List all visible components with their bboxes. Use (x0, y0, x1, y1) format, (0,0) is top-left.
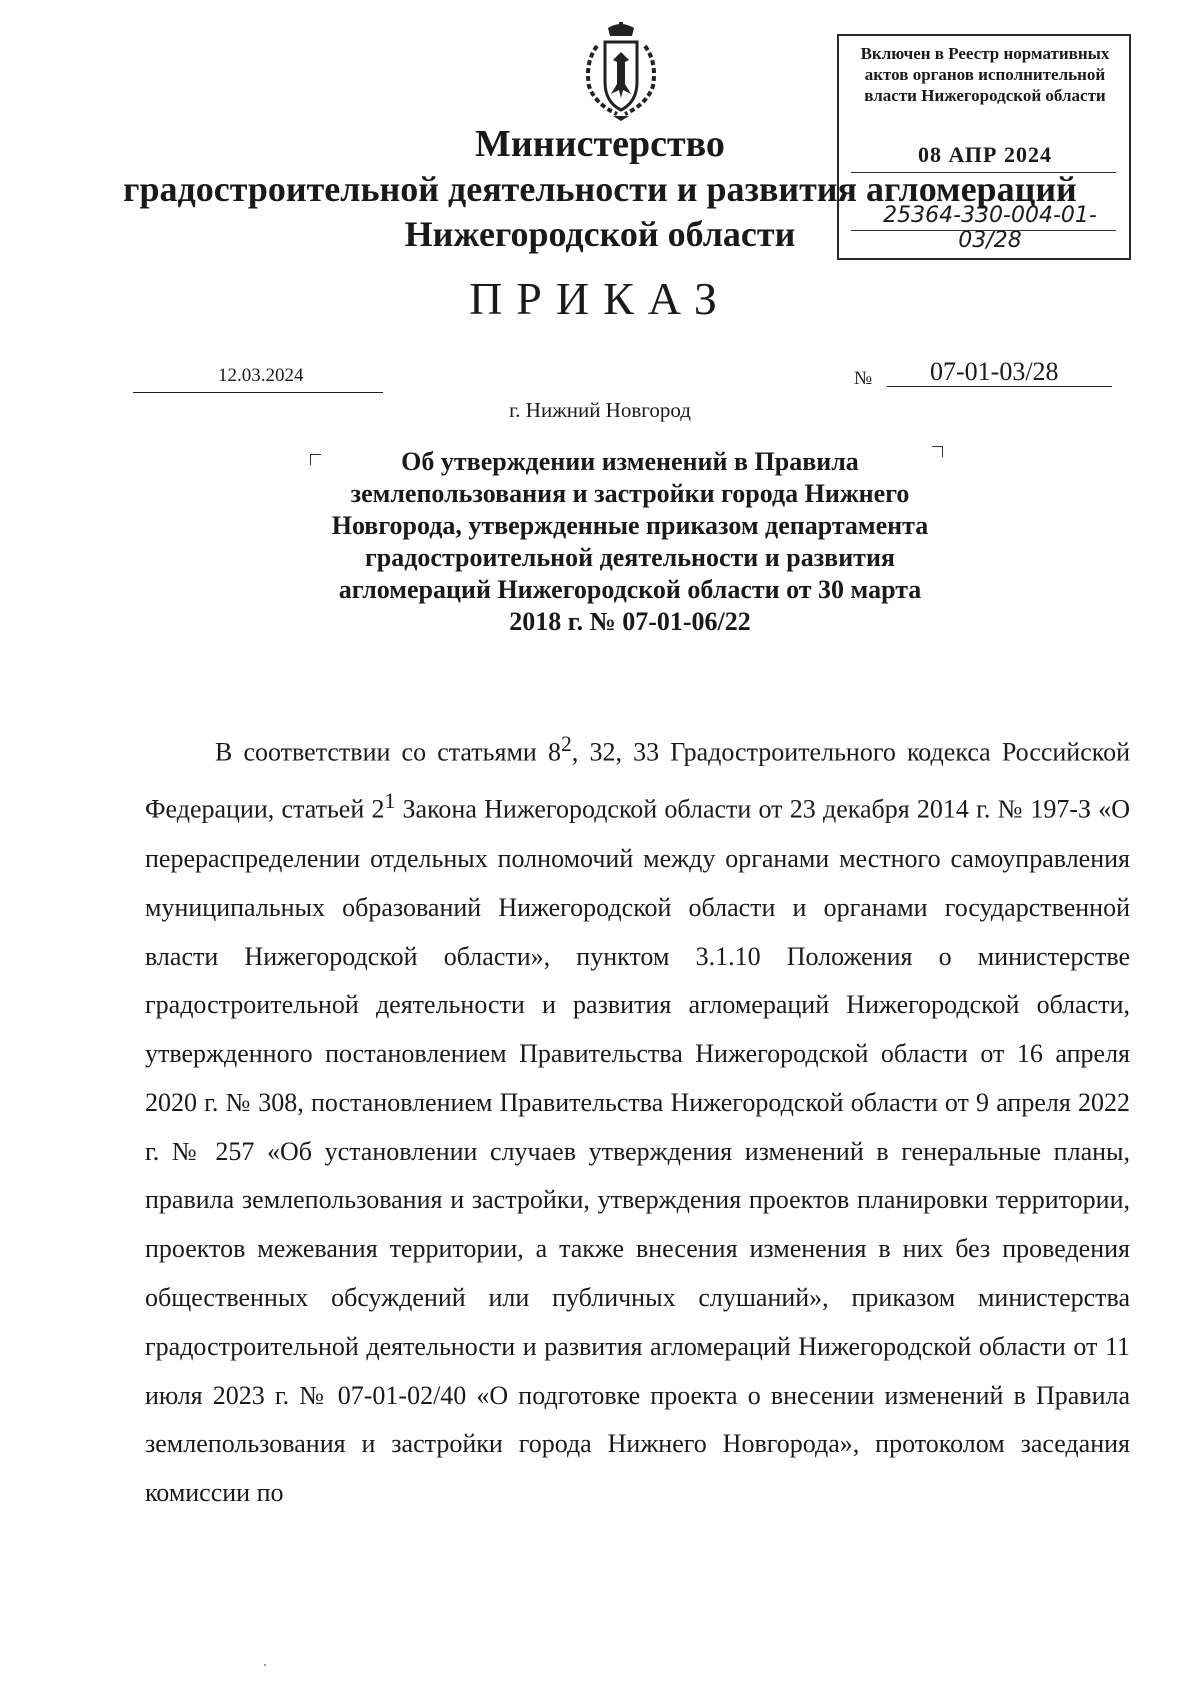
stamp-divider (851, 172, 1116, 173)
body-paragraph (145, 720, 1130, 1518)
number-underline (887, 386, 1112, 387)
stamp-date: 08 АПР 2024 (918, 142, 1052, 167)
superscript: 1 (384, 789, 396, 814)
region-name: Нижегородской области (404, 214, 796, 254)
document-number: 07-01-03/28 (930, 357, 1059, 386)
stamp-registration-number: 25364-330-004-01-03/28 (883, 203, 1097, 253)
ministry-title: Министерство (475, 123, 725, 165)
subject-bracket-right (932, 446, 943, 457)
stamp-text: Включен в Реестр нормативных актов органов исполнительной власти Нижегородской области (860, 44, 1110, 105)
superscript: 2 (561, 732, 572, 756)
body-text-part: , 32, 33 Градостроительного кодекса Российской Федерации, статьей 2 (145, 737, 1130, 825)
ministry-name: градостроительной деятельности и развития агломераций (123, 169, 1077, 209)
body-text-part: Закона Нижегородской области от 23 декабря 2014 г. № 197-З «О перераспределении отдельных полномочий между органами местного самоуправления муниципальных образований Нижегородской области и органами государственной власти Нижегородской области», пунктом 3.1.10 Положения о министерстве градостроительной деятельности и развития агломераций Нижегородской области, утвержденного постановлением Правительства Нижегородской области от 16 апреля 2020 г. № 308, постановлением Правительства Нижегородской области от 9 апреля 2022 г. № 257 «Об установлении случаев утверждения изменений в генеральные планы, правила землепользования и застройки, утверждения проектов планировки территории, проектов межевания территории, а также внесения изменения в них без проведения общественных обсуждений или публичных слушаний», приказом министерства градостроительной деятельности и развития агломераций Нижегородской области от 11 июля 2023 г. № 07-01-02/40 «О подготовке проекта о внесении изменений в Правила землепользования и застройки города Нижнего Новгорода», протоколом заседания комиссии по (145, 795, 1130, 1508)
document-date: 12.03.2024 (218, 365, 304, 386)
stamp-underline (851, 230, 1116, 231)
document-type: ПРИКАЗ (469, 273, 731, 324)
document-subject: Об утверждении изменений в Правила землепользования и застройки города Нижнего Новгорода, утвержденные приказом департамента градостроительной деятельности и развития агломераций Нижегородской области от 30 марта 2018 г. № 07-01-06/22 (331, 447, 929, 636)
number-label: № (854, 368, 873, 389)
scan-speck (264, 1664, 266, 1666)
document-city: г. Нижний Новгород (509, 398, 691, 422)
coat-of-arms-icon (575, 22, 667, 122)
date-underline (133, 392, 383, 393)
body-text-part: В соответствии со статьями 8 (215, 737, 561, 767)
subject-bracket-left (310, 454, 321, 465)
